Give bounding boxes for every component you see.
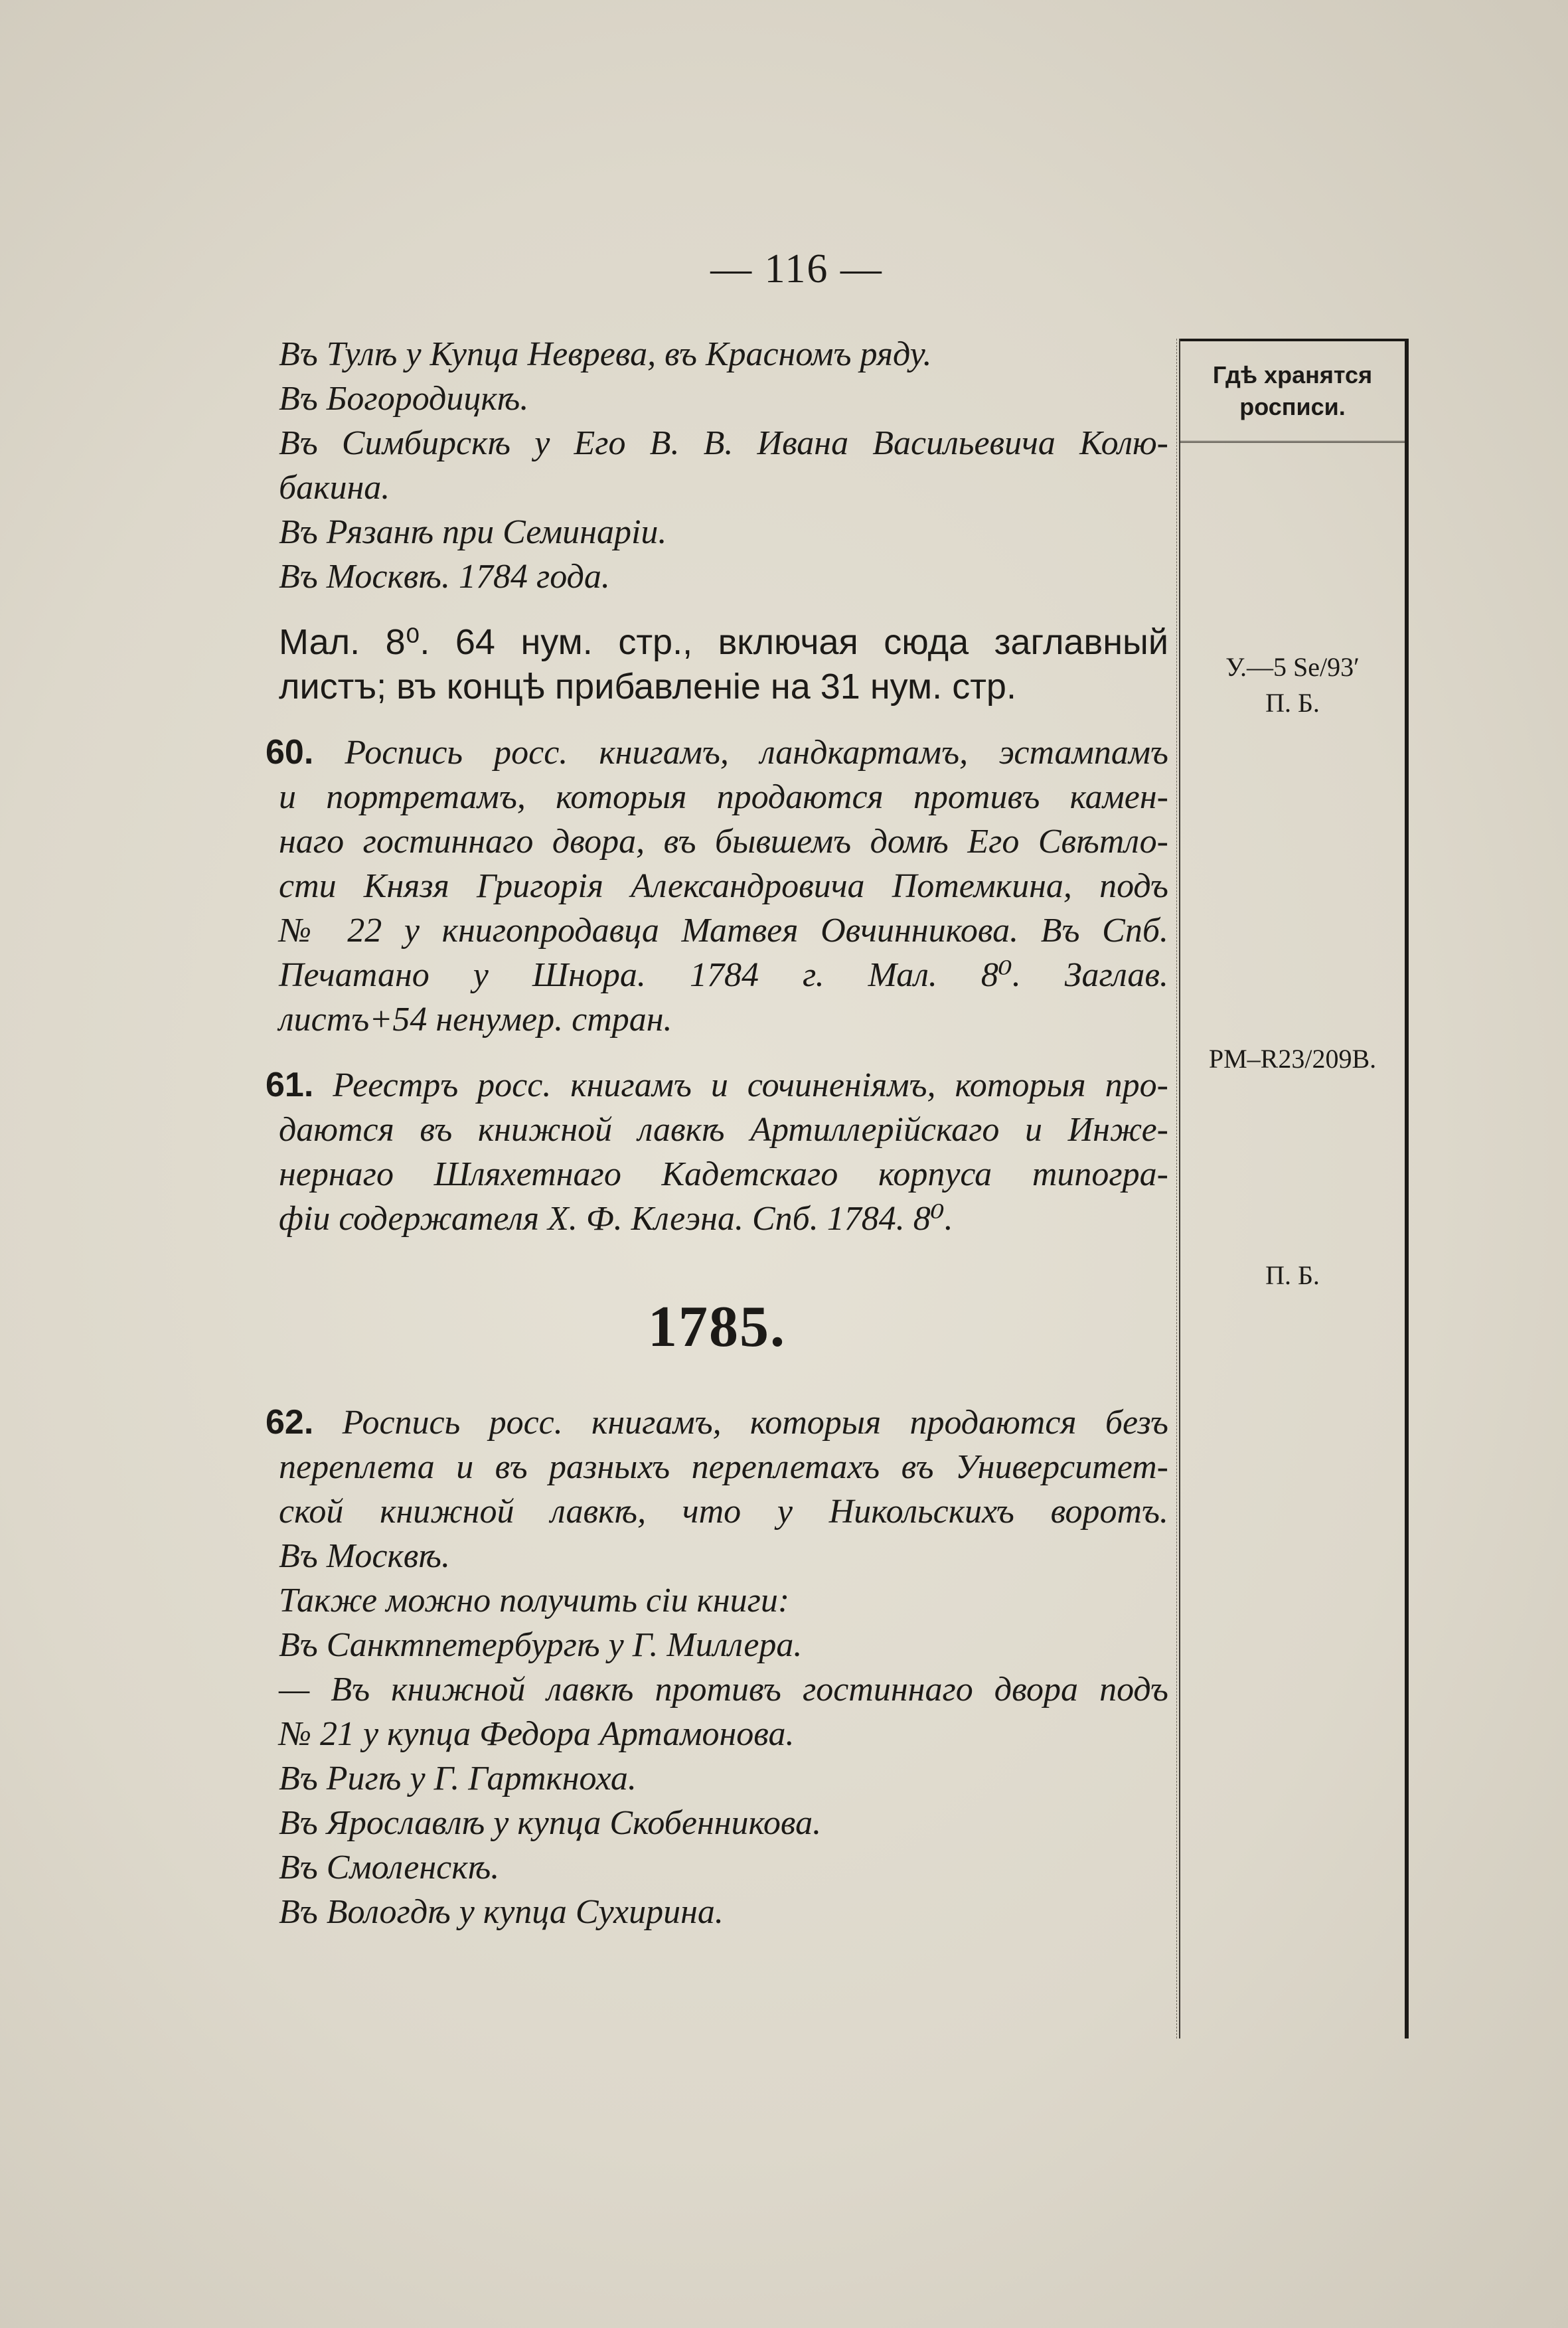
text-line: наго гостиннаго двора, въ бывшемъ домѣ Его Свѣтло- (279, 823, 1168, 861)
text-line: нернаго Шляхетнаго Кадетскаго корпуса типогра- (279, 1155, 1168, 1193)
entry-number: 60. (266, 733, 314, 772)
entry-61 (266, 1063, 1168, 1241)
text-line: Въ Ярославлѣ у купца Скобенникова. (279, 1804, 822, 1842)
text-line: даются въ книжной лавкѣ Артиллерійскаго и Инже- (279, 1111, 1168, 1149)
text-line: Въ Санктпетербургѣ у Г. Миллера. (279, 1626, 803, 1664)
text-line: и портретамъ, которыя продаются противъ камен- (279, 778, 1168, 816)
header-line: Гдѣ хранятся (1212, 361, 1373, 388)
description-line: Мал. 8⁰. 64 нум. стр., включая сюда заглавный (279, 622, 1168, 662)
text-line: переплета и въ разныхъ переплетахъ въ Университет- (279, 1448, 1168, 1486)
entry-60 (266, 730, 1168, 1042)
text-line: бакина. (279, 469, 390, 507)
text-line: сти Князя Григорія Александровича Потемкина, подъ (279, 867, 1168, 905)
entry-first-line (266, 1400, 1168, 1445)
text-line: № 21 у купца Федора Артамонова. (279, 1715, 795, 1753)
location-entry (1180, 1258, 1405, 1293)
location-line: П. Б. (1265, 688, 1320, 718)
entry-first-line (266, 1063, 1168, 1108)
text-line: Въ Рязанѣ при Семинаріи. (279, 513, 667, 551)
text-line: Въ Смоленскѣ. (279, 1849, 500, 1886)
location-entry (1180, 649, 1405, 721)
text-line: Также можно получить сіи книги: (279, 1582, 790, 1620)
text-line: Въ Ригѣ у Г. Гарткноха. (279, 1760, 637, 1797)
text-line: Реестръ росс. книгамъ и сочиненіямъ, которыя про- (333, 1066, 1168, 1104)
text-line: фіи содержателя Х. Ф. Клеэна. Спб. 1784. 8⁰. (279, 1200, 953, 1238)
entry-number: 62. (266, 1403, 314, 1442)
continuation-block (266, 332, 1168, 709)
year-heading: 1785. (648, 1295, 786, 1359)
text-line: Въ Москвѣ. 1784 года. (279, 558, 610, 596)
text-line: № 22 у книгопродавца Матвея Овчинникова. Въ Спб. (279, 912, 1168, 950)
location-line: П. Б. (1265, 1260, 1320, 1290)
text-line: Роспись росс. книгамъ, ландкартамъ, эстампамъ (345, 734, 1168, 772)
locations-column-header (1180, 339, 1405, 443)
text-line: Въ Вологдѣ у купца Сухирина. (279, 1893, 724, 1931)
header-line: росписи. (1239, 393, 1346, 420)
entry-first-line (266, 730, 1168, 775)
text-line: Въ Москвѣ. (279, 1537, 450, 1575)
location-entry (1180, 1041, 1405, 1077)
text-line: Роспись росс. книгамъ, которыя продаются безъ (342, 1404, 1168, 1442)
text-line: Печатано у Шнора. 1784 г. Мал. 8⁰. Заглав. (279, 956, 1168, 994)
text-line: ской книжной лавкѣ, что у Никольскихъ воротъ. (279, 1493, 1168, 1531)
location-line: PM–R23/209В. (1208, 1044, 1377, 1074)
text-line: Въ Богородицкѣ. (279, 380, 529, 418)
location-line: У.—5 Se/93′ (1225, 652, 1360, 682)
main-text-column (266, 332, 1168, 1934)
text-line: — Въ книжной лавкѣ противъ гостиннаго двора подъ (279, 1671, 1168, 1708)
text-line: Въ Тулѣ у Купца Неврева, въ Красномъ ряду. (279, 335, 932, 373)
text-line: Въ Симбирскѣ у Его В. В. Ивана Васильевича Колю- (279, 424, 1168, 462)
page-number: — 116 — (710, 246, 883, 291)
locations-column (1179, 339, 1409, 2038)
entry-62 (266, 1400, 1168, 1934)
entry-number: 61. (266, 1066, 314, 1104)
text-line: листъ+54 ненумер. стран. (279, 1001, 672, 1039)
description-line: листъ; въ концѣ прибавленіе на 31 нум. стр. (279, 667, 1016, 707)
